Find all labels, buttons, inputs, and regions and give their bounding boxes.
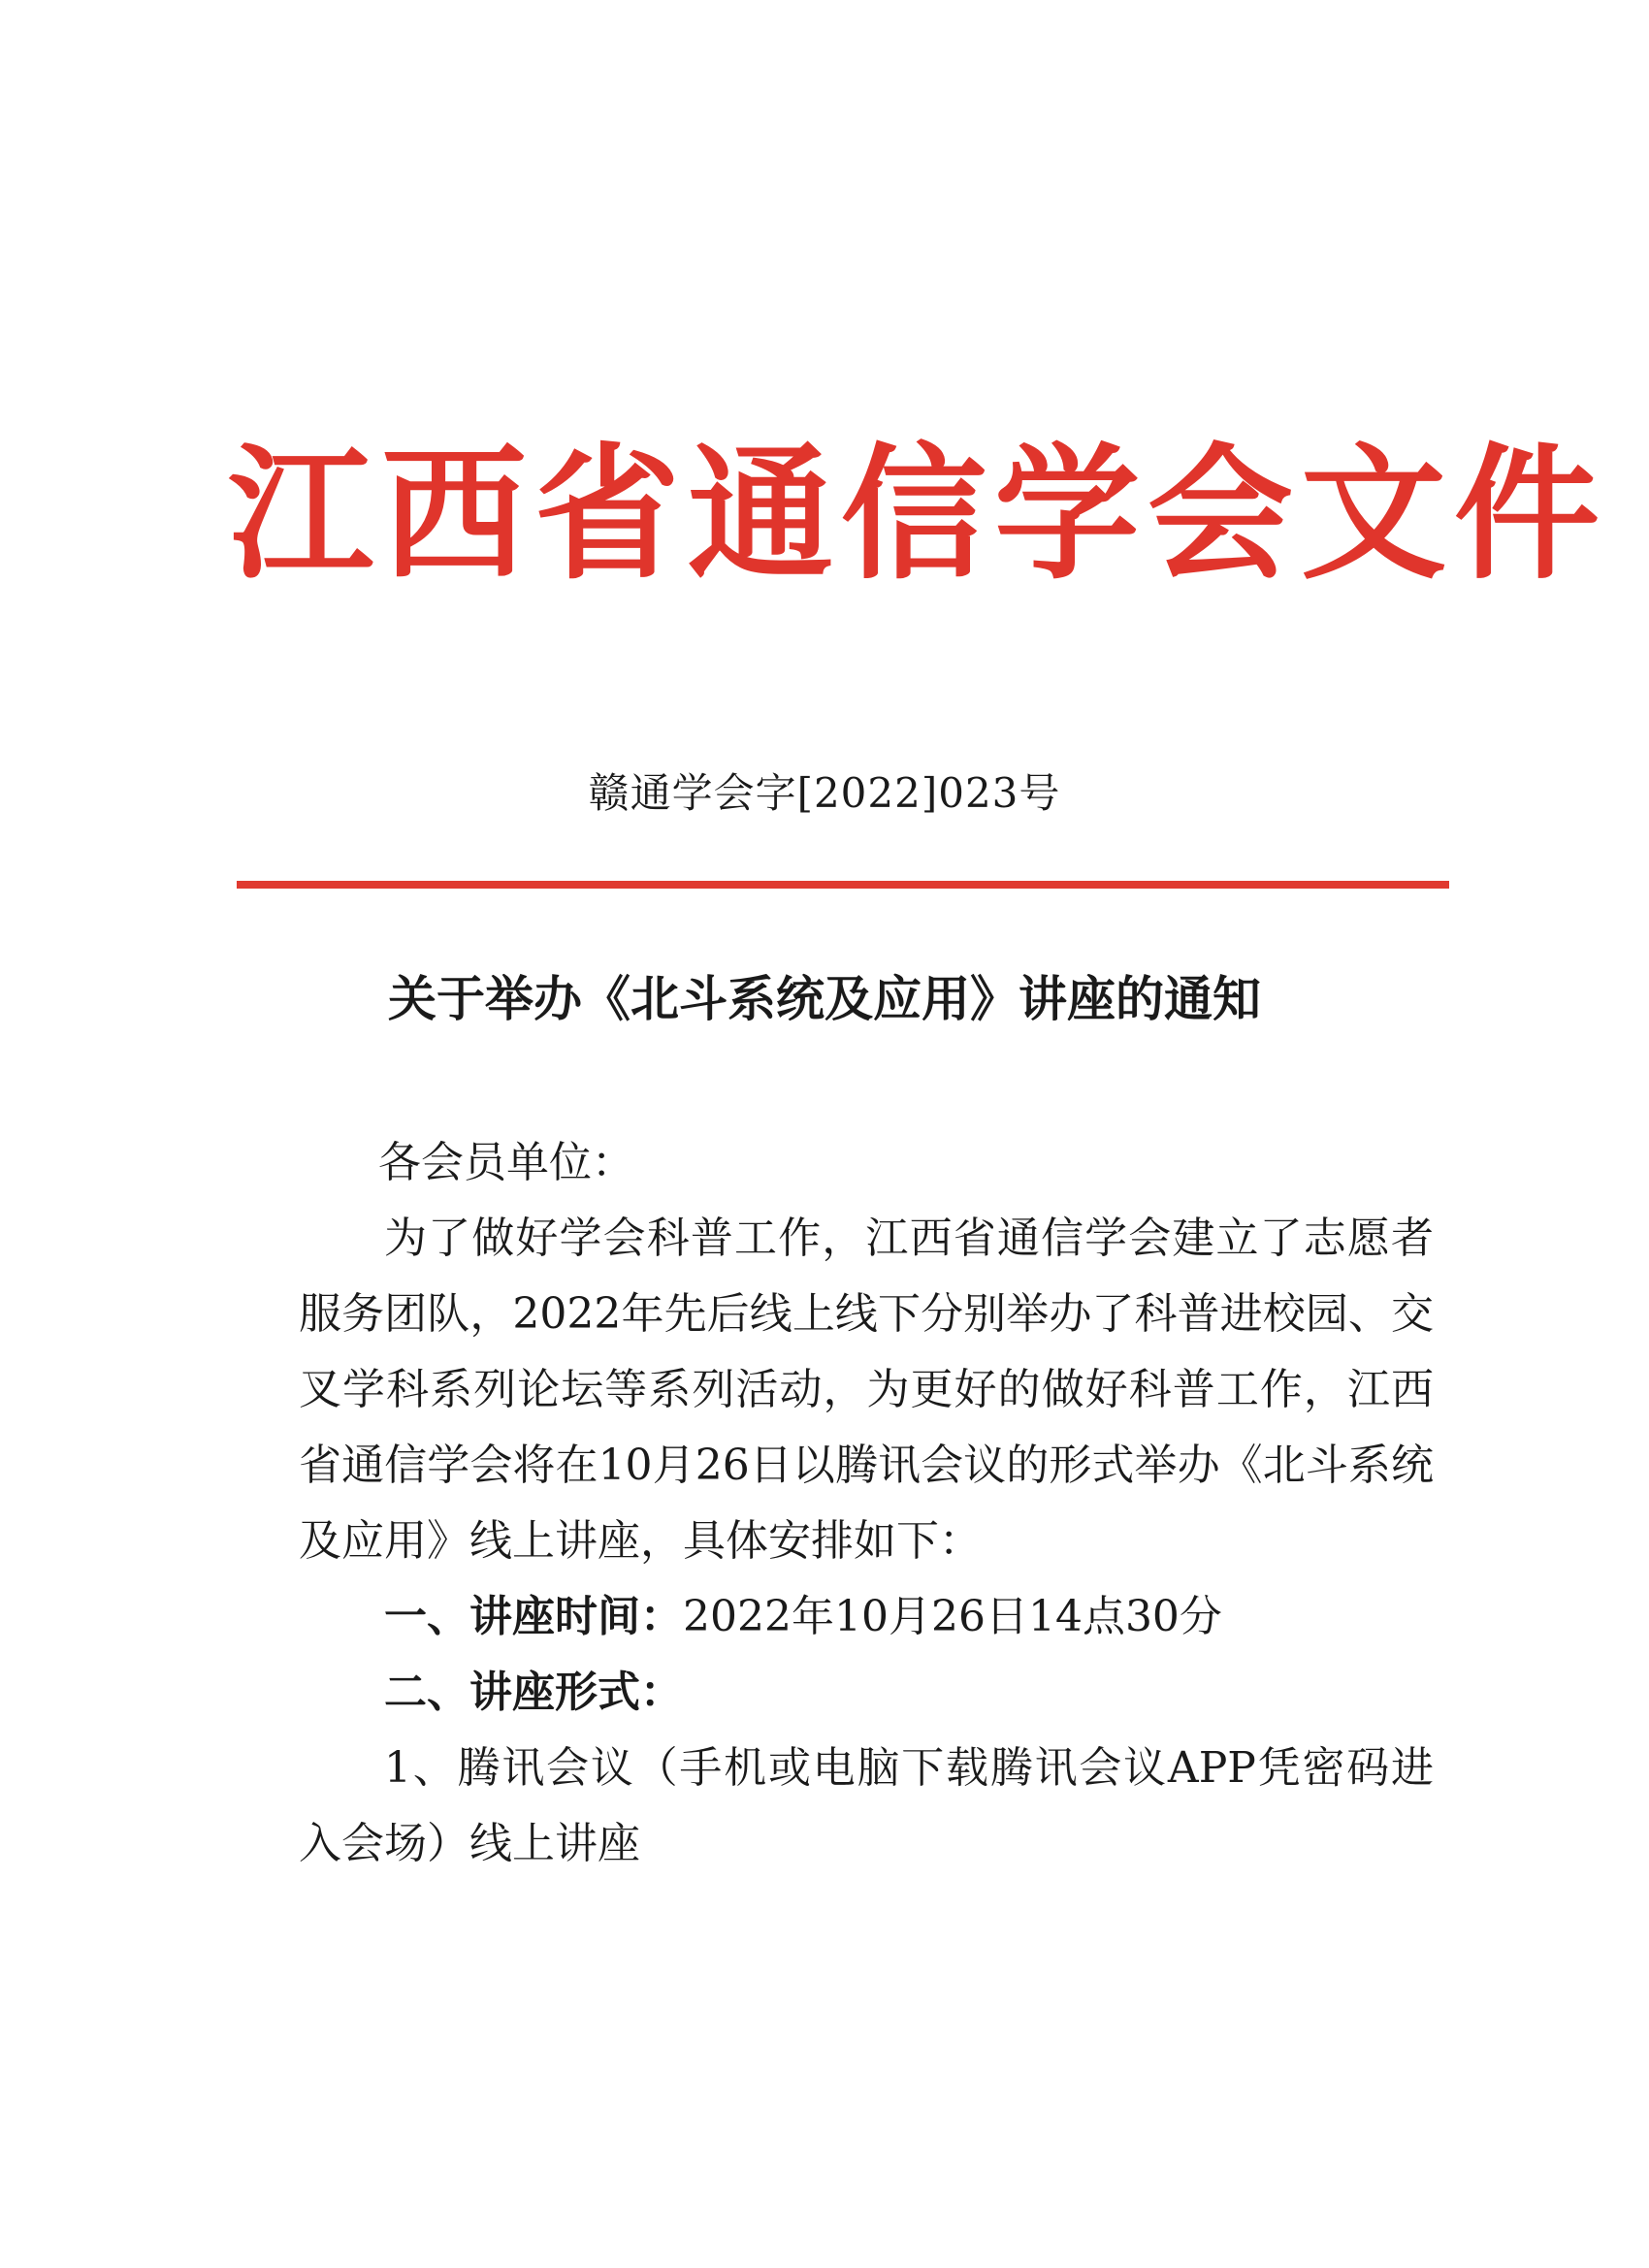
lecture-format-item-1: 1、腾讯会议（手机或电脑下载腾讯会议APP凭密码进入会场）线上讲座 (299, 1743, 1434, 1868)
section-lecture-format-label: 二、讲座形式： (384, 1668, 683, 1717)
red-divider-rule (237, 881, 1449, 889)
section-lecture-time (299, 1579, 1434, 1655)
notice-body (299, 1125, 1434, 1882)
document-number: 赣通学会字[2022]023号 (588, 769, 1061, 817)
notice-title: 关于举办《北斗系统及应用》讲座的通知 (388, 970, 1261, 1027)
salutation: 各会员单位： (378, 1138, 634, 1187)
section-lecture-time-value: 2022年10月26日14点30分 (683, 1592, 1222, 1641)
intro-paragraph: 为了做好学会科普工作，江西省通信学会建立了志愿者服务团队，2022年先后线上线下分别举办了科普进校园、交叉学科系列论坛等系列活动，为更好的做好科普工作，江西省通信学会将在10月26日以腾讯会议的形式举办《北斗系统及应用》线上讲座，具体安排如下： (299, 1214, 1434, 1566)
section-lecture-time-label: 一、讲座时间： (384, 1592, 683, 1641)
document-header-title: 江西省通信学会文件 (228, 429, 1608, 599)
